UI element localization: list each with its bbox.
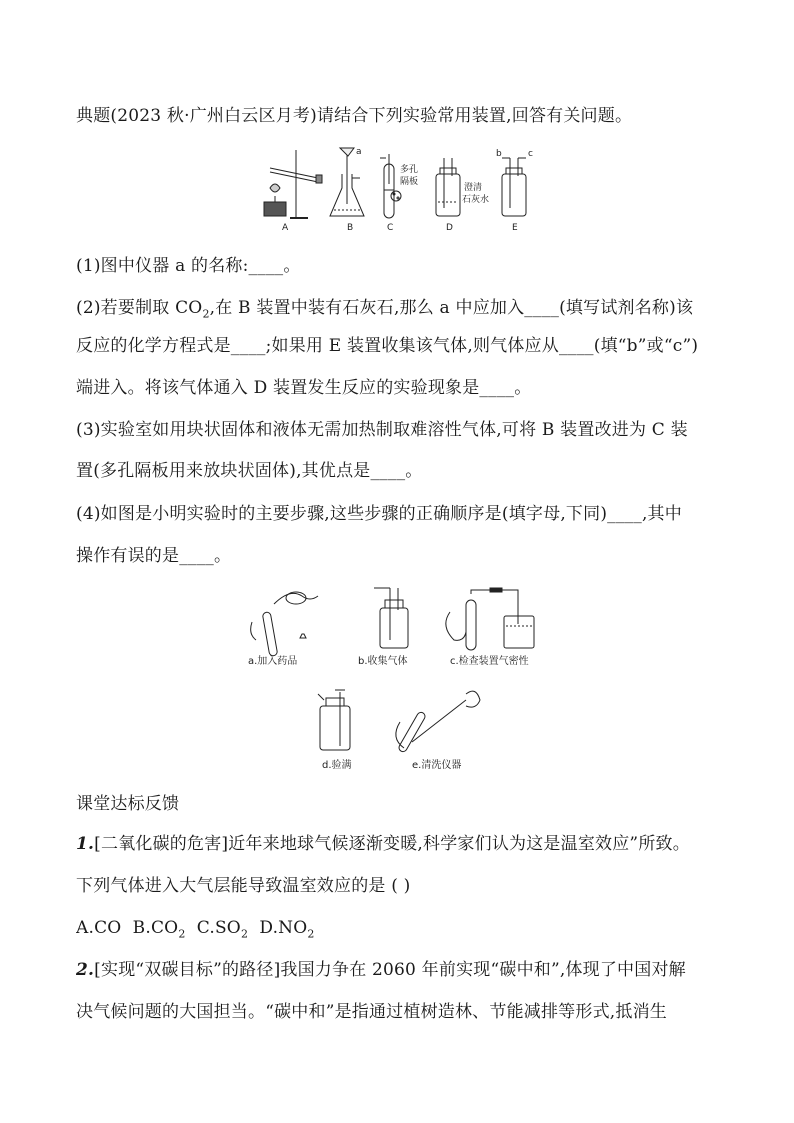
question-4-line-2: 操作有误的是____。 <box>76 546 232 566</box>
problem-2-line-1 <box>76 958 720 982</box>
problem-1-options <box>76 916 720 946</box>
intro-text: 典题(2023 秋·广州白云区月考)请结合下列实验常用装置,回答有关问题。 <box>76 106 633 126</box>
apparatus-d <box>436 158 460 216</box>
question-2-line-3: 端进入。将该气体通入 D 装置发生反应的实验现象是____。 <box>76 378 532 398</box>
option-c: $C.SO_2$ <box>196 918 249 941</box>
section-title: 课堂达标反馈 <box>76 794 180 814</box>
label-porous: 多孔 <box>400 165 419 175</box>
problem-2-text: [实现“双碳目标”的路径]我国力争在 2060 年前实现“碳中和”,体现了中国对解 <box>94 960 686 980</box>
q2-subscript: 2 <box>202 307 210 321</box>
step-d-caption: d.验满 <box>322 760 352 771</box>
caption-C: C <box>387 223 394 233</box>
problem-2-line-2: 决气候问题的大国担当。“碳中和”是指通过植树造林、节能减排等形式,抵消生 <box>76 1002 667 1022</box>
step-e-caption: e.清洗仪器 <box>412 760 462 771</box>
q2-text-b: ,在 B 装置中装有石灰石,那么 a 中应加入____(填写试剂名称)该 <box>209 298 694 318</box>
apparatus-c <box>380 154 401 218</box>
question-2-line-2: 反应的化学方程式是____;如果用 E 装置收集该气体,则气体应从____(填“b”或“c”) <box>76 336 699 356</box>
question-4-line-1: (4)如图是小明实验时的主要步骤,这些步骤的正确顺序是(填字母,下同)____,其中 <box>76 504 682 524</box>
caption-E: E <box>512 223 518 233</box>
apparatus-e <box>502 158 526 216</box>
option-b: $B.CO_2$ <box>132 918 186 941</box>
caption-B: B <box>347 223 354 233</box>
problem-1-text: [二氧化碳的危害]近年来地球气候逐渐变暖,科学家们认为这是温室效应”所致。 <box>94 834 690 854</box>
caption-D: D <box>446 223 453 233</box>
caption-A: A <box>282 223 289 233</box>
q2-text-a: (2)若要制取 CO <box>76 298 203 318</box>
problem-1-line-1 <box>76 832 720 856</box>
step-e-illustration <box>396 691 480 753</box>
question-1: (1)图中仪器 a 的名称:____。 <box>76 256 301 276</box>
label-limewater-1: 澄清 <box>464 183 483 193</box>
step-b-caption: b.收集气体 <box>358 656 408 667</box>
step-b-illustration <box>374 588 408 648</box>
question-3-line-1: (3)实验室如用块状固体和液体无需加热制取难溶性气体,可将 B 装置改进为 C 装 <box>76 420 688 440</box>
step-a-caption: a.加入药品 <box>248 656 298 667</box>
label-a: a <box>356 147 362 157</box>
label-c: c <box>528 149 533 159</box>
apparatus-a <box>264 150 322 218</box>
step-c-caption: c.检查装置气密性 <box>450 656 529 667</box>
label-b: b <box>496 149 502 159</box>
problem-2-number: 2. <box>76 960 95 980</box>
option-a: A.CO <box>76 918 122 938</box>
option-d: $D.NO_2$ <box>259 918 315 941</box>
problem-1-line-2: 下列气体进入大气层能导致温室效应的是 ( ) <box>76 876 411 896</box>
apparatus-figure <box>256 144 546 234</box>
steps-figure <box>240 582 550 774</box>
question-2-line-1 <box>76 296 720 326</box>
label-board: 隔板 <box>400 177 419 187</box>
step-c-illustration <box>446 588 534 650</box>
apparatus-b <box>330 148 364 216</box>
step-a-illustration <box>251 592 318 656</box>
label-limewater-2: 石灰水 <box>462 195 490 205</box>
problem-1-number: 1. <box>76 834 95 854</box>
question-3-line-2: 置(多孔隔板用来放块状固体),其优点是____。 <box>76 461 423 481</box>
step-d-illustration <box>318 690 350 750</box>
